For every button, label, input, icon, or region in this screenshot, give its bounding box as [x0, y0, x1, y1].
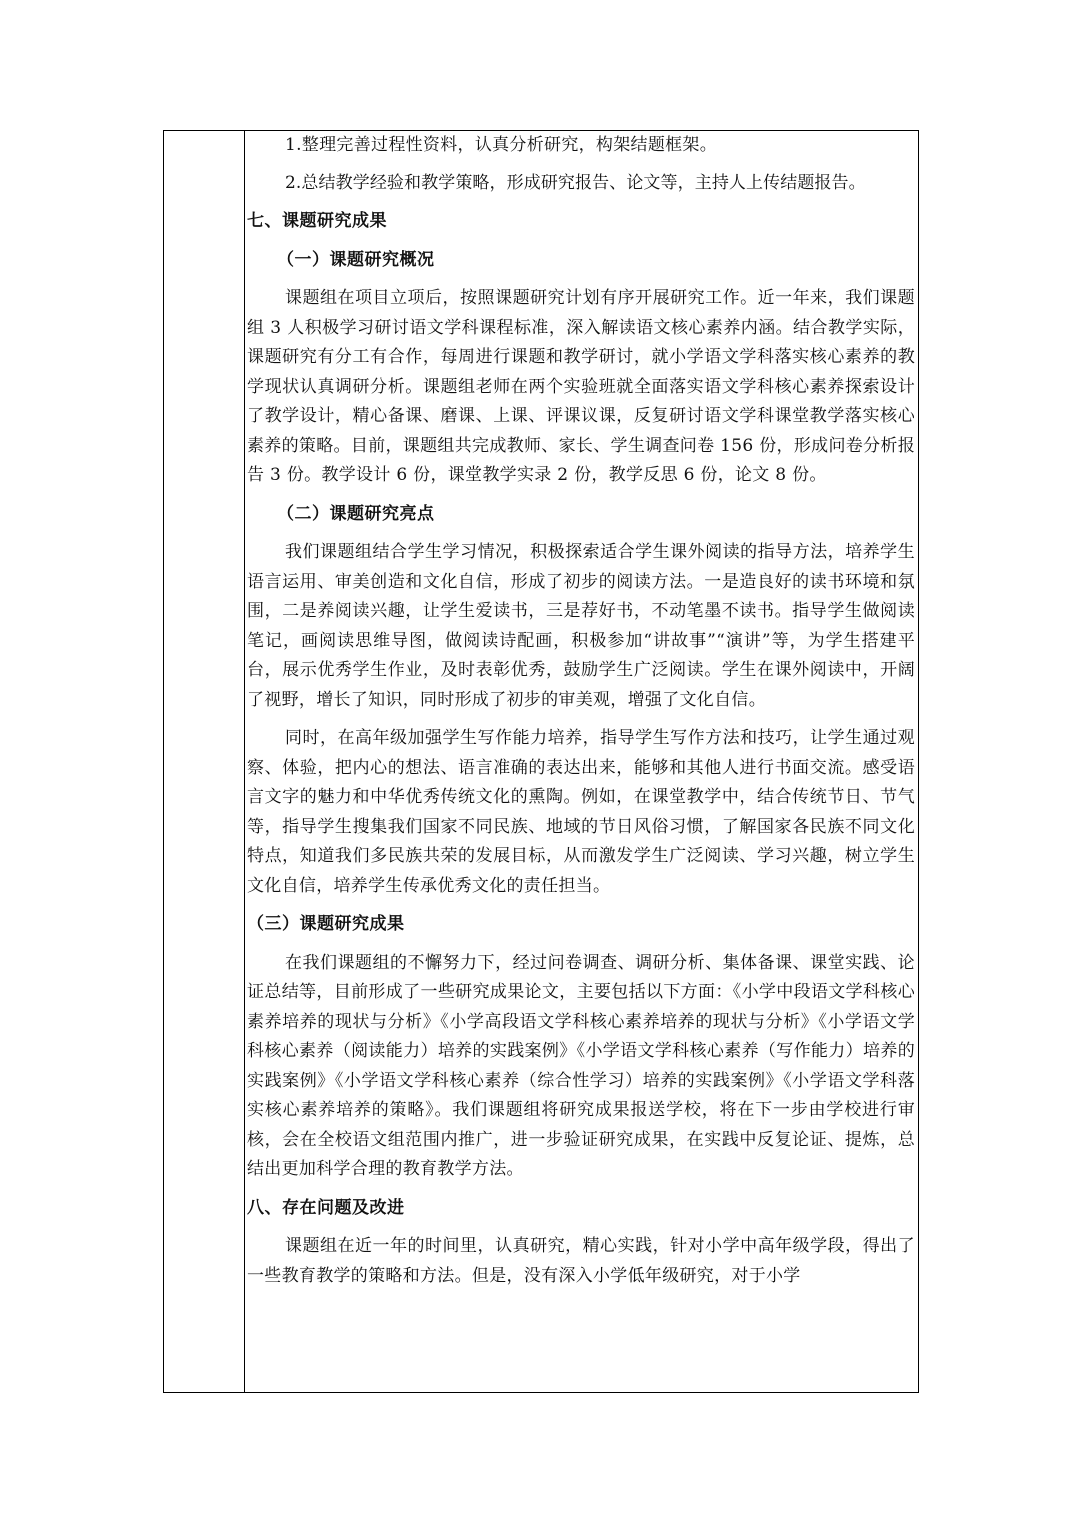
section-7-sub2-text1: 我们课题组结合学生学习情况，积极探索适合学生课外阅读的指导方法，培养学生语言运用、审美创造和文化自信，形成了初步的阅读方法。一是造良好的读书环境和氛围，二是养阅读兴趣，让学生爱读书，三是荐好书，不动笔墨不读书。指导学生做阅读笔记，画阅读思维导图，做阅读诗配画，积极参加“讲故事”“演讲”等，为学生搭建平台，展示优秀学生作业，及时表彰优秀，鼓励学生广泛阅读。学生在课外阅读中，开阔了视野，增长了知识，同时形成了初步的审美观，增强了文化自信。	[247, 542, 915, 710]
plan-item-1: 1.整理完善过程性资料，认真分析研究，构架结题框架。	[285, 135, 718, 155]
section-7-sub1-text: 课题组在项目立项后，按照课题研究计划有序开展研究工作。近一年来，我们课题组 3 人积极学习研讨语文学科课程标准，深入解读语文核心素养内涵。结合教学实际，课题研究有分工有合作，每周进行课题和教学研讨，就小学语文学科落实核心素养的教学现状认真调研分析。课题组老师在两个实验班就全面落实语文学科核心素养探索设计了教学设计，精心备课、磨课、上课、评课议课，反复研讨语文学科课堂教学落实核心素养的策略。目前，课题组共完成教师、家长、学生调查问卷 156 份，形成问卷分析报告 3 份。教学设计 6 份，课堂教学实录 2 份，教学反思 6 份，论文 8 份。	[247, 288, 915, 485]
table-label-column	[164, 131, 245, 1392]
table-content-cell	[247, 131, 915, 1392]
section-8-text: 课题组在近一年的时间里，认真研究，精心实践，针对小学中高年级学段，得出了一些教育教学的策略和方法。但是，没有深入小学低年级研究，对于小学	[247, 1236, 915, 1286]
section-7-sub3-text: 在我们课题组的不懈努力下，经过问卷调查、调研分析、集体备课、课堂实践、论证总结等，目前形成了一些研究成果论文，主要包括以下方面：《小学中段语文学科核心素养培养的现状与分析》《小学高段语文学科核心素养培养的现状与分析》《小学语文学科核心素养（阅读能力）培养的实践案例》《小学语文学科核心素养（写作能力）培养的实践案例》《小学语文学科核心素养（综合性学习）培养的实践案例》《小学语文学科落实核心素养培养的策略》。我们课题组将研究成果报送学校，将在下一步由学校进行审核，会在全校语文组范围内推广，进一步验证研究成果，在实践中反复论证、提炼，总结出更加科学合理的教育教学方法。	[247, 952, 915, 1179]
section-7-title: 七、课题研究成果	[247, 211, 387, 231]
section-8-title: 八、存在问题及改进	[247, 1197, 405, 1218]
plan-item-2: 2.总结教学经验和教学策略，形成研究报告、论文等，主持人上传结题报告。	[285, 172, 866, 193]
section-7-sub1-title: （一）课题研究概况	[277, 249, 435, 270]
section-7-sub2-title: （二）课题研究亮点	[277, 503, 435, 524]
section-7-sub2-text2: 同时，在高年级加强学生写作能力培养，指导学生写作方法和技巧，让学生通过观察、体验，把内心的想法、语言准确的表达出来，能够和其他人进行书面交流。感受语言文字的魅力和中华优秀传统文化的熏陶。例如，在课堂教学中，结合传统节日、节气等，指导学生搜集我们国家不同民族、地域的节日风俗习惯，了解国家各民族不同文化特点，知道我们多民族共荣的发展目标，从而激发学生广泛阅读、学习兴趣，树立学生文化自信，培养学生传承优秀文化的责任担当。	[247, 728, 915, 896]
section-7-sub3-title: （三）课题研究成果	[247, 914, 405, 934]
report-table	[163, 130, 919, 1393]
